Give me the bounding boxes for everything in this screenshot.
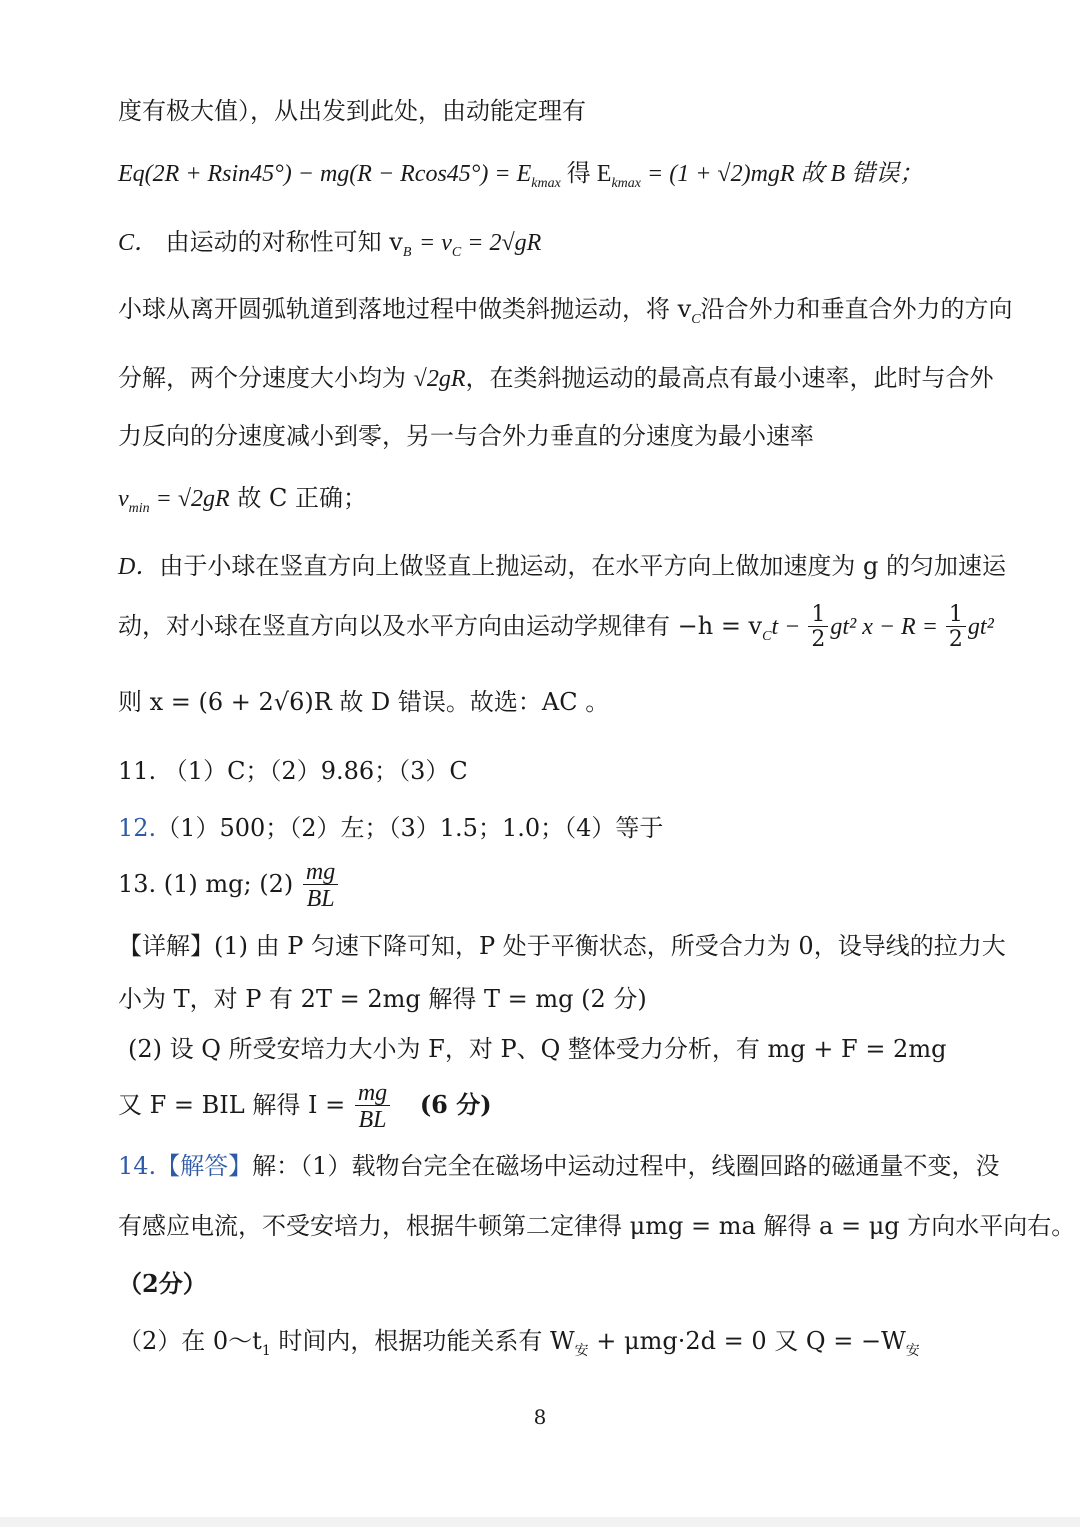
- line-3: C． 由运动的对称性可知 $v_B = v_C = 2√gR$: [118, 228, 542, 260]
- page-number: 8: [533, 1405, 547, 1429]
- line-7: $v_{min} = √2gR$ 故 C 正确；: [118, 484, 367, 516]
- line-4: 小球从离开圆弧轨道到落地过程中做类斜抛运动，将 $v_C$沿合外力和垂直合外力的方向: [118, 295, 1013, 327]
- fraction-mg-bl: $\frac{mg}{BL}$: [303, 860, 338, 911]
- fraction-half-1: $\frac{1}{2}$: [808, 604, 828, 651]
- line-1: 度有极大值），从出发到此处，由动能定理有: [118, 97, 586, 125]
- answer-13: 13. (1) mg; (2) $\frac{mg}{BL}$: [118, 860, 340, 911]
- scan-speck: [455, 522, 473, 525]
- line-8: D．由于小球在竖直方向上做竖直上抛运动，在水平方向上做加速度为 g 的匀加速运: [118, 552, 1006, 580]
- line-10: 则 x = (6 + 2√6)R 故 D 错误。故选：AC 。: [118, 688, 610, 716]
- answer-12: 12.（1）500；（2）左；（3）1.5；1.0；（4）等于: [118, 814, 664, 842]
- fraction-half-2: $\frac{1}{2}$: [946, 604, 966, 651]
- line-19: 有感应电流，不受安培力，根据牛顿第二定律得 μmg = ma 解得 a = μg 方向水平向右。: [118, 1212, 1076, 1240]
- fraction-current: $\frac{mg}{BL}$: [355, 1081, 390, 1132]
- line-9: 动，对小球在竖直方向以及水平方向由运动学规律有 $-h = v_Ct$ − $\frac{1}{2}$ gt² x − R = $\frac{1}{2}$ gt²: [118, 602, 994, 652]
- line-20: （2分）: [118, 1269, 207, 1298]
- line-15: 小为 T，对 P 有 2T = 2mg 解得 T = mg (2 分): [118, 985, 647, 1013]
- line-21: （2）在 $0\sim t_1$ 时间内，根据功能关系有 $W_安 + \mu mg\cdot 2d = 0$ 又 $Q = -W_安$: [118, 1327, 920, 1359]
- line-17: 又 F = BIL 解得 I = $\frac{mg}{BL}$ (6 分): [118, 1080, 492, 1133]
- line-18: 14.【解答】解：（1）载物台完全在磁场中运动过程中，线圈回路的磁通量不变，没: [118, 1152, 1000, 1180]
- line-2-equation: $Eq(2R + Rsin45^\circ) - mg(R - Rcos45^\circ) = E_{kmax}$ 得 $E_{kmax} = (1 + √2)mgR$ 故 B 错误；: [118, 161, 924, 191]
- bottom-bar: [0, 1517, 1080, 1527]
- line-6: 力反向的分速度减小到零，另一与合外力垂直的分速度为最小速率: [118, 422, 814, 450]
- answer-11: 11. （1）C；（2）9.86；（3）C: [118, 757, 468, 785]
- line-16: (2) 设 Q 所受安培力大小为 F，对 P、Q 整体受力分析，有 mg + F = 2mg: [128, 1035, 947, 1063]
- line-14: 【详解】(1) 由 P 匀速下降可知，P 处于平衡状态，所受合力为 0，设导线的拉力大: [118, 932, 1006, 960]
- line-5: 分解，两个分速度大小均为 √2gR，在类斜抛运动的最高点有最小速率，此时与合外: [118, 364, 994, 392]
